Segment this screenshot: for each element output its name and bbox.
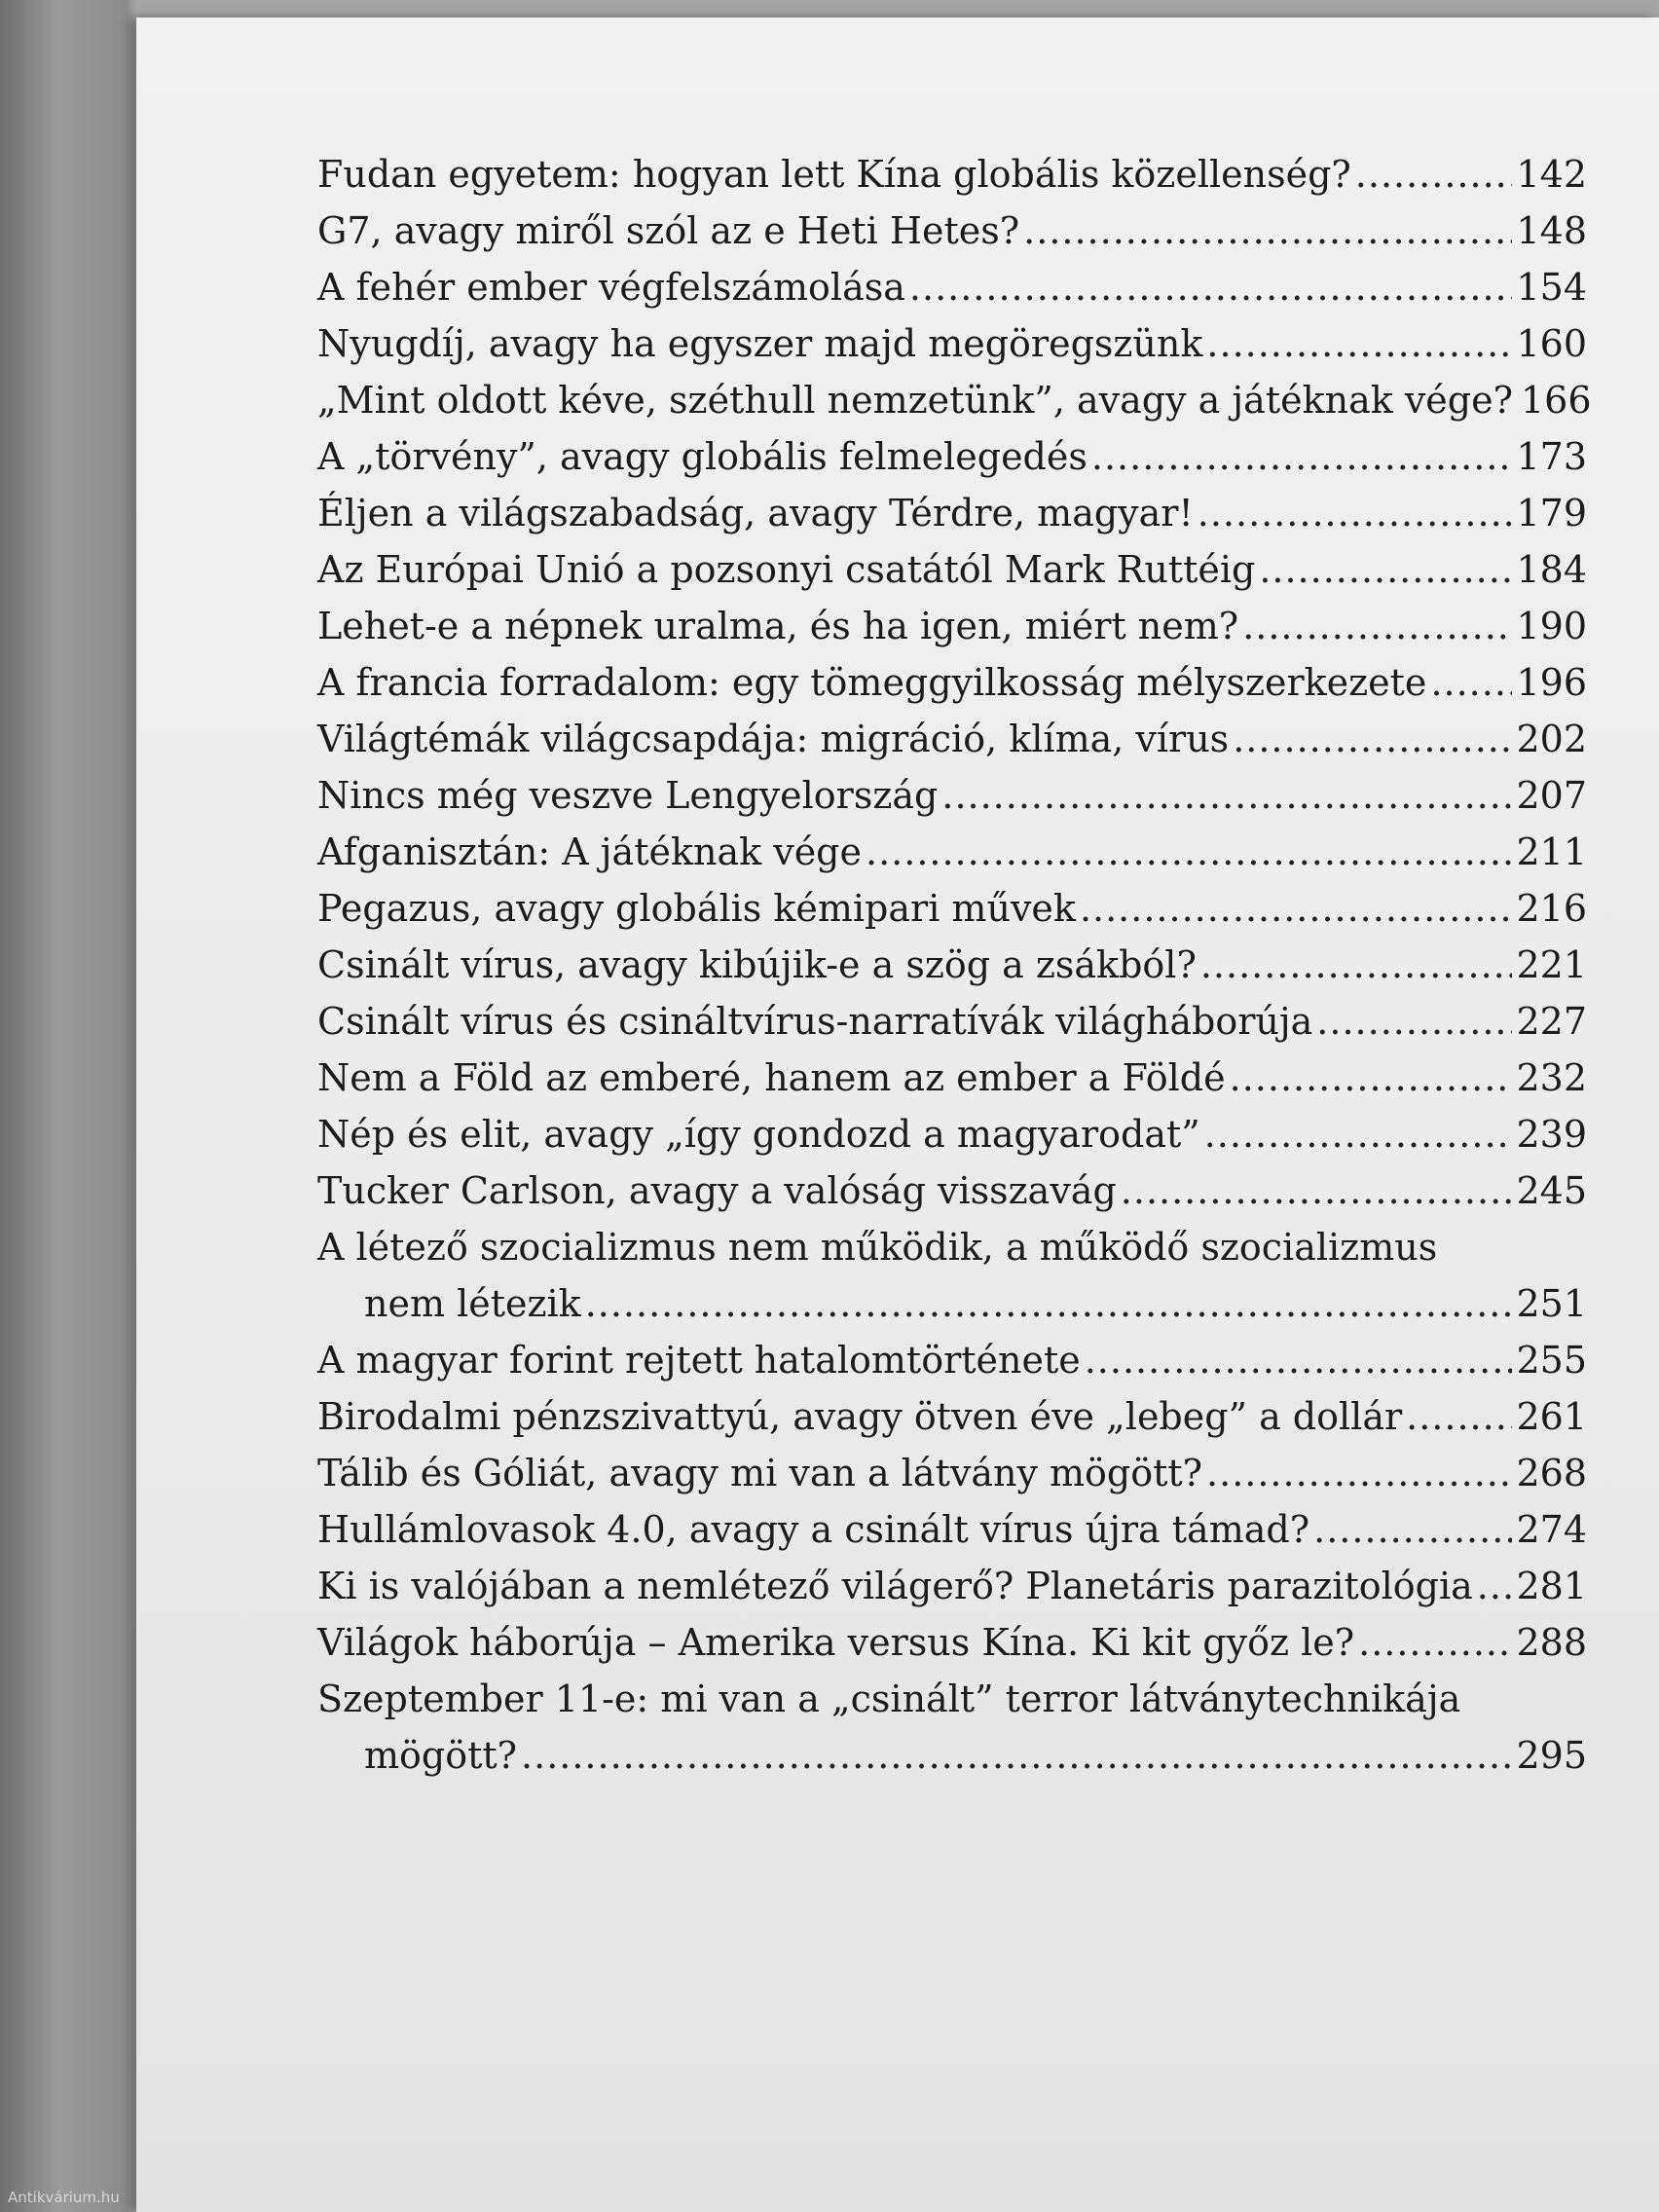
toc-entry-page: 288 [1516,1621,1587,1664]
toc-entry [317,259,1587,315]
toc-entry-page: 281 [1516,1565,1587,1607]
dot-leader [1230,1050,1513,1106]
dot-leader [1204,1106,1513,1162]
toc-entry-title-continued: mögött? [364,1734,518,1777]
dot-leader [1198,485,1513,541]
toc-entry-title: A francia forradalom: egy tömeggyilkosság mélyszerkezete [317,661,1427,704]
toc-entry [317,598,1587,654]
toc-entry-page: 274 [1516,1508,1587,1551]
dot-leader [1242,598,1512,654]
toc-entry-title: Éljen a világszabadság, avagy Térdre, magyar! [317,492,1194,535]
toc-entry-page: 268 [1516,1452,1587,1494]
dot-leader [1406,1388,1512,1445]
dot-leader [585,1275,1513,1332]
toc-entry-page: 239 [1516,1113,1587,1156]
toc-entry [317,428,1587,485]
toc-entry-page: 196 [1516,661,1587,704]
toc-entry-page: 216 [1516,887,1587,930]
dot-leader [1023,203,1512,259]
toc-entry-page: 211 [1516,830,1587,873]
toc-entry-page: 184 [1516,548,1587,591]
toc-entry-title: Pegazus, avagy globális kémipari művek [317,887,1076,930]
toc-entry-page: 173 [1516,435,1587,478]
dot-leader [1259,541,1512,598]
toc-entry [317,824,1587,880]
toc-entry-page: 261 [1516,1395,1587,1438]
toc-entry-page: 190 [1516,605,1587,647]
toc-entry [317,372,1592,428]
toc-entry-title: „Mint oldott kéve, széthull nemzetünk”, avagy a játéknak vége? [317,379,1513,422]
toc-entry [317,1501,1587,1558]
toc-entry-page: 202 [1516,718,1587,760]
toc-entry-title: A fehér ember végfelszámolása [317,266,905,309]
toc-entry-title: G7, avagy miről szól az e Heti Hetes? [317,209,1020,252]
toc-entry [317,541,1587,598]
toc-entry-title: Hullámlovasok 4.0, avagy a csinált vírus újra támad? [317,1508,1310,1551]
toc-entry [317,1106,1587,1162]
toc-entry [317,203,1587,259]
toc-entry-title: Ki is valójában a nemlétező világerő? Planetáris parazitológia [317,1565,1473,1607]
dot-leader [1430,654,1512,711]
toc-entry-title: A „törvény”, avagy globális felmelegedés [317,435,1088,478]
toc-entry-page: 295 [1516,1734,1587,1777]
toc-entry-title: Tucker Carlson, avagy a valóság visszavág [317,1169,1117,1212]
toc-entry [317,1332,1587,1388]
toc-entry [317,767,1587,824]
toc-entry-title: Csinált vírus és csináltvírus-narratívák világháborúja [317,1000,1313,1043]
toc-entry [317,654,1587,711]
toc-entry-title: Az Európai Unió a pozsonyi csatától Mark Ruttéig [317,548,1256,591]
toc-entry-title: Afganisztán: A játéknak vége [317,830,862,873]
toc-entry-title: Világtémák világcsapdája: migráció, klíma, vírus [317,718,1230,760]
table-of-contents [317,146,1592,1784]
toc-entry-title: Lehet-e a népnek uralma, és ha igen, miért nem? [317,605,1239,647]
toc-entry-page: 251 [1516,1282,1587,1325]
toc-entry-title: Szeptember 11-e: mi van a „csinált” terror látványtechnikája [317,1677,1461,1720]
dot-leader [521,1727,1512,1784]
toc-entry [317,993,1587,1050]
toc-entry [317,711,1587,767]
dot-leader [1121,1162,1513,1219]
toc-entry [317,1614,1587,1671]
dot-leader [1316,993,1512,1050]
dot-leader [1233,711,1512,767]
toc-entry [317,1162,1587,1219]
dot-leader [941,767,1512,824]
dot-leader [1080,880,1513,937]
toc-entry-title: Tálib és Góliát, avagy mi van a látvány mögött? [317,1452,1203,1494]
dot-leader [1355,146,1513,203]
dot-leader [1091,428,1513,485]
dot-leader [866,824,1512,880]
toc-entry [317,1388,1587,1445]
toc-entry-page: 166 [1521,379,1592,422]
toc-entry-page: 142 [1516,153,1587,196]
toc-entry [317,1558,1587,1614]
toc-entry-title-continued: nem létezik [364,1282,581,1325]
toc-entry [317,1219,1587,1332]
toc-entry-title: Nincs még veszve Lengyelország [317,774,939,817]
toc-entry-title: Világok háborúja – Amerika versus Kína. Ki kit győz le? [317,1621,1355,1664]
toc-entry-page: 148 [1516,209,1587,252]
dot-leader [1085,1332,1513,1388]
toc-entry-page: 160 [1516,322,1587,365]
dot-leader [1206,1445,1512,1501]
toc-entry [317,880,1587,937]
toc-entry-page: 221 [1516,943,1587,986]
toc-entry [317,937,1587,993]
toc-entry [317,1445,1587,1501]
toc-entry-page: 179 [1516,492,1587,535]
dot-leader [1313,1501,1512,1558]
toc-entry-page: 232 [1516,1056,1587,1099]
toc-entry-title: Nyugdíj, avagy ha egyszer majd megöregszünk [317,322,1203,365]
toc-entry [317,1050,1587,1106]
dot-leader [909,259,1513,315]
toc-entry-title: Nép és elit, avagy „így gondozd a magyarodat” [317,1113,1200,1156]
toc-entry-page: 255 [1516,1339,1587,1382]
dot-leader [1206,315,1512,372]
toc-entry-title: Nem a Föld az emberé, hanem az ember a Földé [317,1056,1226,1099]
dot-leader [1477,1558,1513,1614]
watermark: Antikvárium.hu [8,2189,120,2206]
dot-leader [1200,937,1513,993]
toc-entry [317,146,1587,203]
toc-entry-page: 227 [1516,1000,1587,1043]
dot-leader [1358,1614,1512,1671]
toc-entry [317,485,1587,541]
toc-entry [317,315,1587,372]
toc-entry-page: 154 [1516,266,1587,309]
toc-entry-title: Csinált vírus, avagy kibújik-e a szög a zsákból? [317,943,1197,986]
toc-entry-page: 207 [1516,774,1587,817]
toc-entry-title: Fudan egyetem: hogyan lett Kína globális közellenség? [317,153,1351,196]
toc-entry [317,1671,1587,1784]
toc-entry-title: A magyar forint rejtett hatalomtörténete [317,1339,1081,1382]
toc-entry-title: A létező szocializmus nem működik, a működő szocializmus [317,1226,1438,1269]
toc-entry-title: Birodalmi pénzszivattyú, avagy ötven éve „lebeg” a dollár [317,1395,1403,1438]
toc-entry-page: 245 [1516,1169,1587,1212]
